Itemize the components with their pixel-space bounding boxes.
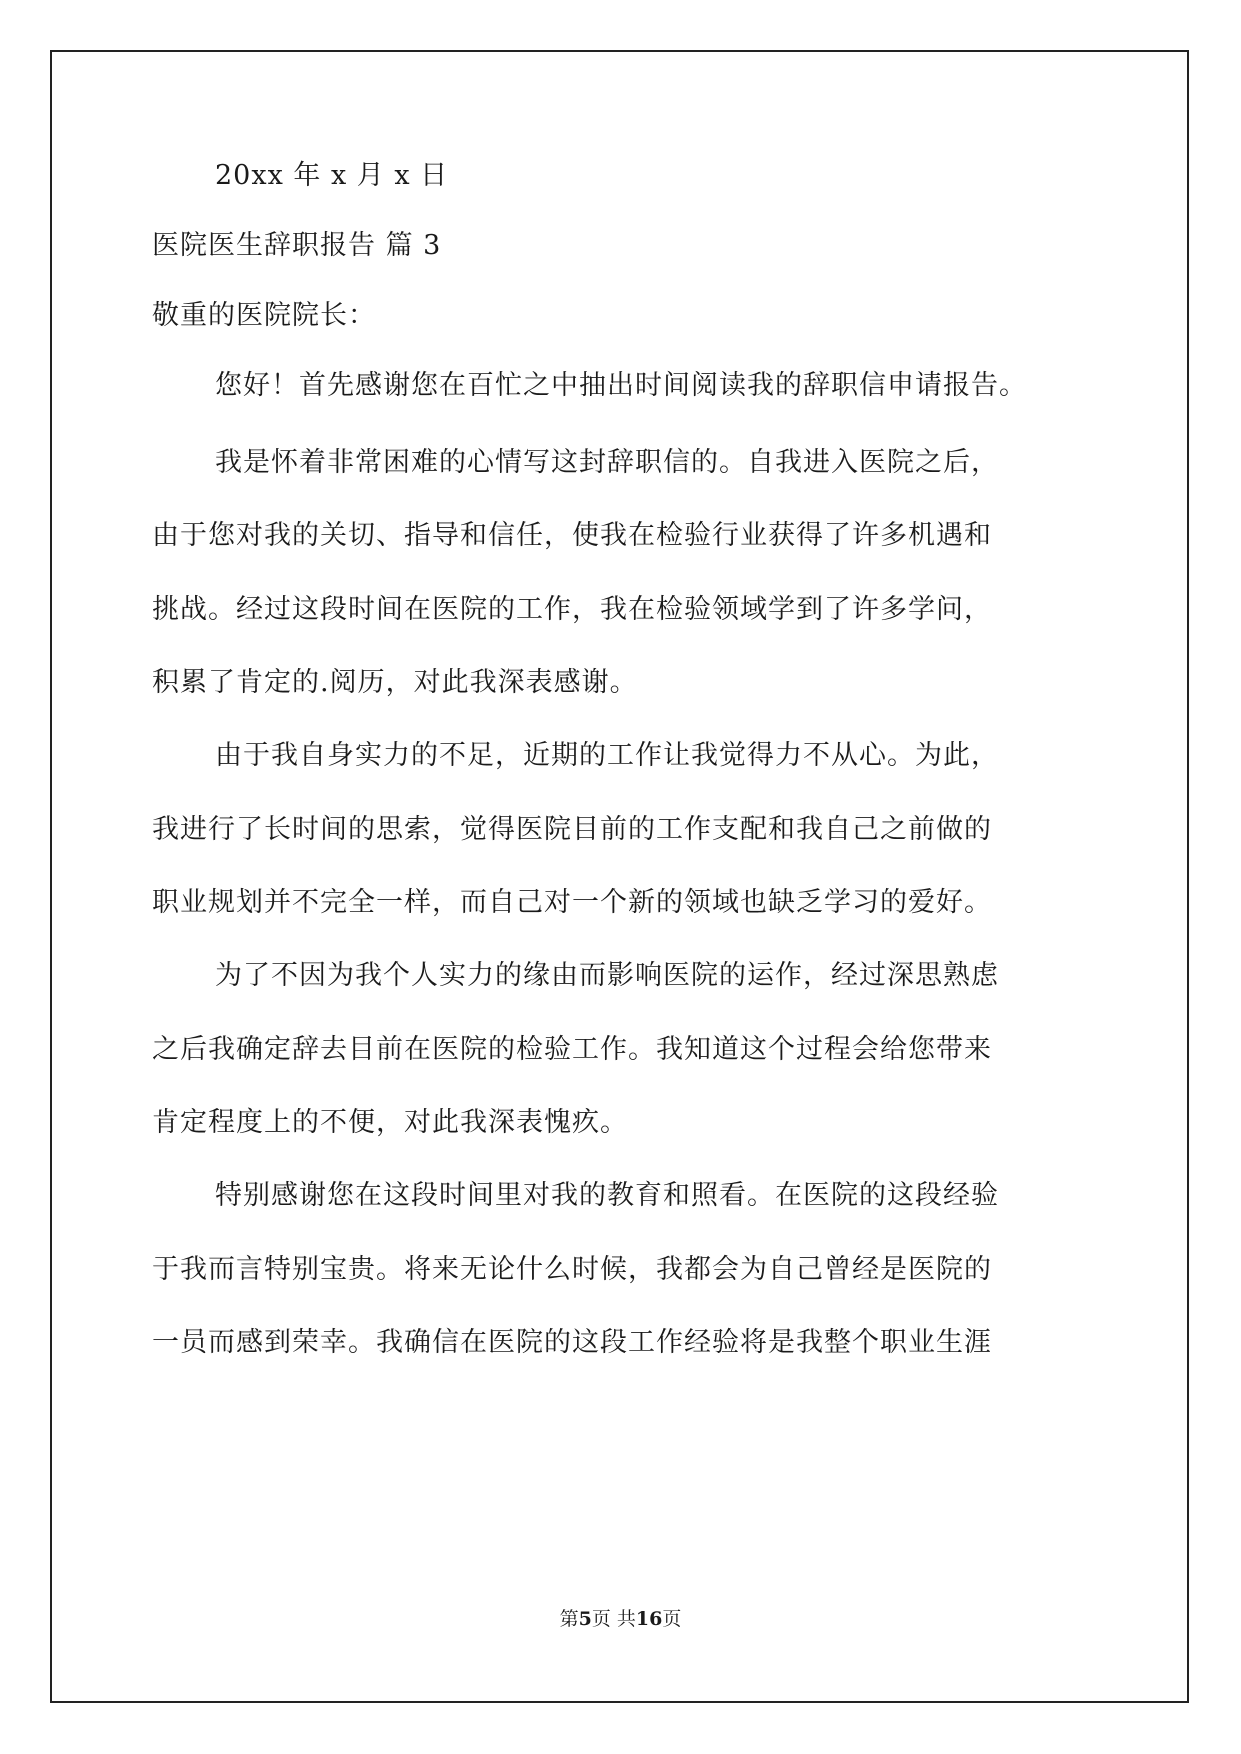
body-line: 之后我确定辞去目前在医院的检验工作。我知道这个过程会给您带来 xyxy=(152,1034,992,1065)
body-line: 为了不因为我个人实力的缘由而影响医院的运作，经过深思熟虑 xyxy=(215,960,999,991)
body-line: 挑战。经过这段时间在医院的工作，我在检验领域学到了许多学问， xyxy=(152,594,992,625)
footer-suffix: 页 xyxy=(662,1608,682,1630)
body-line: 由于您对我的关切、指导和信任，使我在检验行业获得了许多机遇和 xyxy=(152,520,992,551)
body-line: 职业规划并不完全一样，而自己对一个新的领域也缺乏学习的爱好。 xyxy=(152,887,992,918)
footer-prefix: 第 xyxy=(559,1608,579,1630)
body-line: 于我而言特别宝贵。将来无论什么时候，我都会为自己曾经是医院的 xyxy=(152,1254,992,1285)
body-line: 特别感谢您在这段时间里对我的教育和照看。在医院的这段经验 xyxy=(215,1180,999,1211)
page-footer xyxy=(0,1607,1241,1631)
salutation: 敬重的医院院长： xyxy=(152,300,376,331)
total-page-count: 16 xyxy=(635,1608,663,1630)
date-line: 20xx 年 x 月 x 日 xyxy=(215,160,449,191)
body-line: 一员而感到荣幸。我确信在医院的这段工作经验将是我整个职业生涯 xyxy=(152,1327,992,1358)
footer-mid: 页 共 xyxy=(591,1608,636,1630)
body-line: 积累了肯定的.阅历，对此我深表感谢。 xyxy=(152,667,638,698)
current-page-number: 5 xyxy=(578,1608,592,1630)
body-line: 我进行了长时间的思索，觉得医院目前的工作支配和我自己之前做的 xyxy=(152,814,992,845)
section-title: 医院医生辞职报告 篇 3 xyxy=(152,230,442,261)
body-line: 您好！首先感谢您在百忙之中抽出时间阅读我的辞职信申请报告。 xyxy=(215,370,1027,401)
body-line: 我是怀着非常困难的心情写这封辞职信的。自我进入医院之后， xyxy=(215,447,999,478)
body-line: 由于我自身实力的不足，近期的工作让我觉得力不从心。为此， xyxy=(215,740,999,771)
body-line: 肯定程度上的不便，对此我深表愧疚。 xyxy=(152,1107,628,1138)
